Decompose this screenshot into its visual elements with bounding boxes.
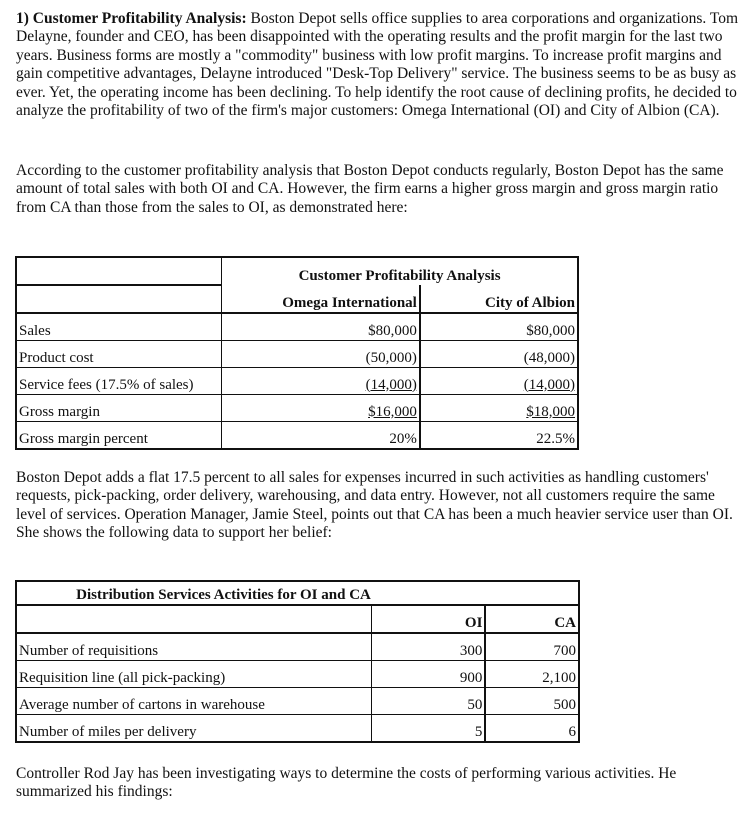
table1-title: Customer Profitability Analysis — [222, 257, 578, 285]
cell-omega — [222, 395, 420, 422]
cell-albion: 22.5% — [420, 422, 578, 450]
cell-oi: 50 — [371, 688, 485, 715]
table1-corner — [16, 257, 222, 285]
row-label: Product cost — [16, 341, 222, 368]
cell-albion-value: (14,000) — [523, 376, 575, 393]
cell-ca: 700 — [485, 633, 579, 661]
cell-ca: 6 — [485, 715, 579, 743]
table2-col-ca: CA — [485, 605, 579, 633]
row-label: Gross margin — [16, 395, 222, 422]
table-row — [16, 715, 579, 743]
cell-albion — [420, 395, 578, 422]
row-label: Number of requisitions — [16, 633, 371, 661]
row-label: Service fees (17.5% of sales) — [16, 368, 222, 395]
paragraph-2: According to the customer profitability analysis that Boston Depot conducts regularly, Boston Depot has the same amount of total sales with both OI and CA. However, the firm earns a higher gross margin and gross margin ratio from CA than those from the sales to OI, as demonstrated here: — [16, 162, 724, 216]
cell-oi: 5 — [371, 715, 485, 743]
cell-omega: 20% — [222, 422, 420, 450]
cell-oi: 300 — [371, 633, 485, 661]
table-row — [16, 395, 578, 422]
cell-ca: 500 — [485, 688, 579, 715]
table-row — [16, 688, 579, 715]
paragraph-4: Controller Rod Jay has been investigating ways to determine the costs of performing various activities. He summarized his findings: — [16, 765, 677, 801]
cell-albion-value: $18,000 — [526, 403, 575, 420]
table-row — [16, 633, 579, 661]
table2-col-oi: OI — [371, 605, 485, 633]
distribution-activities-table — [15, 580, 580, 743]
table2-blank — [16, 605, 371, 633]
table1-blank — [16, 285, 222, 313]
cell-omega — [222, 368, 420, 395]
cell-omega-value: (14,000) — [365, 376, 417, 393]
row-label: Gross margin percent — [16, 422, 222, 450]
cell-albion: (48,000) — [420, 341, 578, 368]
table1-col-albion: City of Albion — [420, 285, 578, 313]
intro-heading: 1) Customer Profitability Analysis: — [16, 10, 247, 27]
intro-paragraph — [16, 10, 746, 120]
customer-profitability-table — [15, 256, 579, 450]
row-label: Sales — [16, 313, 222, 341]
cell-ca: 2,100 — [485, 661, 579, 688]
cell-omega: (50,000) — [222, 341, 420, 368]
row-label: Average number of cartons in warehouse — [16, 688, 371, 715]
cell-oi: 900 — [371, 661, 485, 688]
intro-body: Boston Depot sells office supplies to area corporations and organizations. Tom Delayne, founder and CEO, has been disappointed with the operating results and the profit margin for the last two years. Business forms are mostly a "commodity" business with low profit margins. To increase profit margins and gain competitive advantages, Delayne introduced "Desk-Top Delivery" service. The business seems to be as busy as ever. Yet, the operating income has been declining. To help identify the root cause of declining profits, he decided to analyze the profitability of two of the firm's major customers: Omega International (OI) and City of Albion (CA). — [16, 10, 739, 120]
row-label: Number of miles per delivery — [16, 715, 371, 743]
table1-col-omega: Omega International — [222, 285, 420, 313]
row-label: Requisition line (all pick-packing) — [16, 661, 371, 688]
table-row — [16, 661, 579, 688]
table-row — [16, 422, 578, 450]
cell-omega: $80,000 — [222, 313, 420, 341]
cell-albion — [420, 368, 578, 395]
table-row — [16, 313, 578, 341]
paragraph-3: Boston Depot adds a flat 17.5 percent to all sales for expenses incurred in such activities as handling customers' requests, pick-packing, order delivery, warehousing, and data entry. However, not all customers require the same level of services. Operation Manager, Jamie Steel, points out that CA has been a much heavier service user than OI. She shows the following data to support her belief: — [16, 469, 733, 542]
table-row — [16, 341, 578, 368]
table2-title: Distribution Services Activities for OI and CA — [16, 581, 579, 605]
table-row — [16, 368, 578, 395]
cell-omega-value: $16,000 — [368, 403, 417, 420]
cell-albion: $80,000 — [420, 313, 578, 341]
